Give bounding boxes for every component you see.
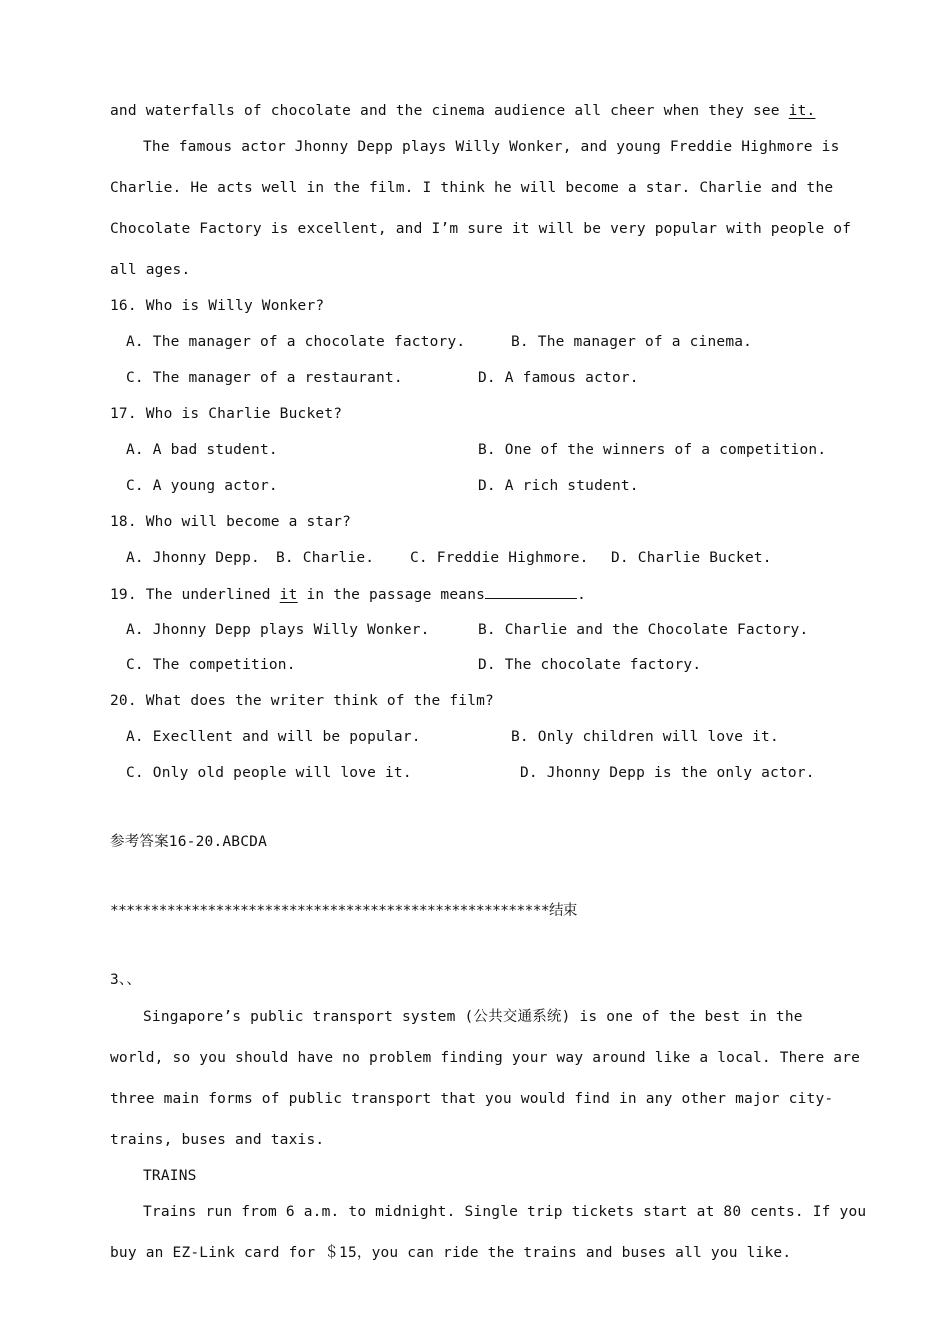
passage-line: world, so you should have no problem finding your way around like a local. There are [110, 1050, 861, 1066]
passage-line: buy an EZ-Link card for ＄15，you can ride the trains and buses all you like. [110, 1245, 792, 1261]
stem-text: . [577, 587, 587, 603]
answer-key: 参考答案16-20.ABCDA [110, 834, 268, 850]
question-19-stem [110, 584, 586, 605]
passage-line: Charlie. He acts well in the film. I think he will become a star. Charlie and the [110, 180, 834, 196]
question-18-stem: 18. Who will become a star? [110, 514, 352, 530]
stem-text: in the passage means [297, 587, 486, 603]
trains-heading: TRAINS [143, 1168, 197, 1184]
question-16-option-b: B. The manager of a cinema. [511, 334, 753, 350]
underlined-it: it [279, 587, 298, 603]
question-16-stem: 16. Who is Willy Wonker? [110, 298, 325, 314]
passage-line: trains, buses and taxis. [110, 1132, 325, 1148]
end-marker: ******************************************************结束 [110, 903, 577, 919]
passage-line: Trains run from 6 a.m. to midnight. Single trip tickets start at 80 cents. If you [143, 1204, 867, 1220]
question-20-option-b: B. Only children will love it. [511, 729, 779, 745]
question-20-option-a: A. Execllent and will be popular. [126, 729, 421, 745]
question-18-option-a: A. Jhonny Depp. [126, 550, 260, 566]
question-17-option-b: B. One of the winners of a competition. [478, 442, 827, 458]
question-16-option-a: A. The manager of a chocolate factory. [126, 334, 466, 350]
question-20-option-c: C. Only old people will love it. [126, 765, 412, 781]
question-17-stem: 17. Who is Charlie Bucket? [110, 406, 343, 422]
question-16-option-c: C. The manager of a restaurant. [126, 370, 403, 386]
underlined-it: it. [788, 103, 816, 119]
question-19-option-d: D. The chocolate factory. [478, 657, 702, 673]
passage-line: all ages. [110, 262, 191, 278]
passage-line: three main forms of public transport that you would find in any other major city- [110, 1091, 834, 1107]
question-20-option-d: D. Jhonny Depp is the only actor. [520, 765, 815, 781]
passage-line: The famous actor Jhonny Depp plays Willy Wonker, and young Freddie Highmore is [143, 139, 840, 155]
passage-line [110, 101, 815, 121]
question-18-option-c: C. Freddie Highmore. [410, 550, 589, 566]
section-3-heading: 3、、 [110, 972, 142, 988]
answer-blank [485, 584, 577, 599]
question-19-option-b: B. Charlie and the Chocolate Factory. [478, 622, 809, 638]
question-17-option-d: D. A rich student. [478, 478, 639, 494]
question-19-option-a: A. Jhonny Depp plays Willy Wonker. [126, 622, 430, 638]
stem-text: 19. The underlined [110, 587, 280, 603]
question-19-option-c: C. The competition. [126, 657, 296, 673]
question-17-option-c: C. A young actor. [126, 478, 278, 494]
question-17-option-a: A. A bad student. [126, 442, 278, 458]
question-16-option-d: D. A famous actor. [478, 370, 639, 386]
question-20-stem: 20. What does the writer think of the film? [110, 693, 494, 709]
question-18-option-b: B. Charlie. [276, 550, 375, 566]
question-18-option-d: D. Charlie Bucket. [611, 550, 772, 566]
passage-text: and waterfalls of chocolate and the cinema audience all cheer when they see [110, 103, 789, 119]
passage-line: Singapore’s public transport system (公共交通系统) is one of the best in the [143, 1009, 803, 1025]
passage-line: Chocolate Factory is excellent, and I’m sure it will be very popular with people of [110, 221, 852, 237]
